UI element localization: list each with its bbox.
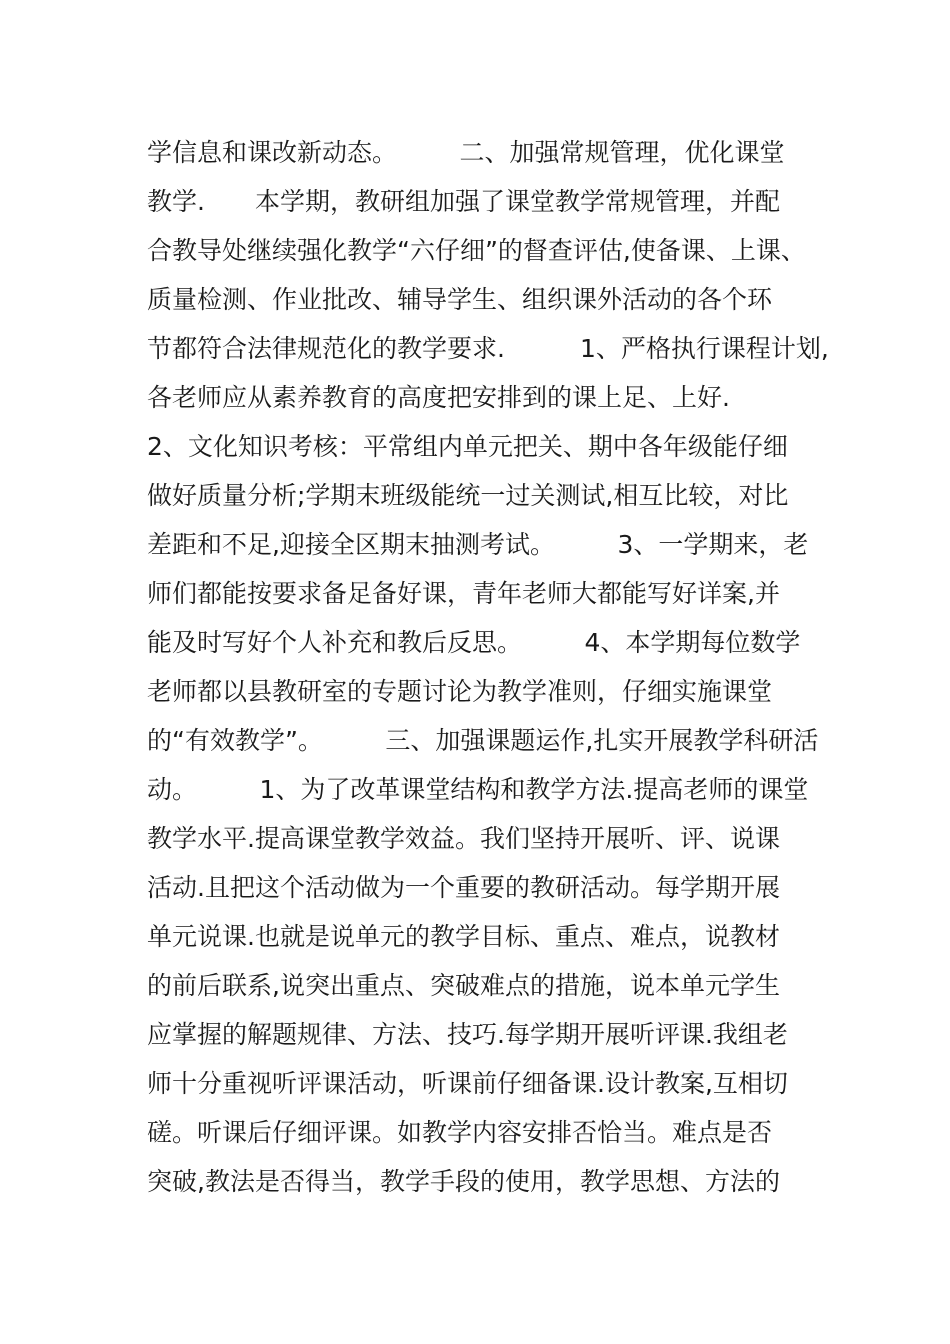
text-line: 动。 1、为了改革课堂结构和教学方法.提高老师的课堂 (147, 775, 809, 804)
text-line: 节都符合法律规范化的教学要求. 1、严格执行课程计划, (147, 334, 829, 363)
body-text (147, 128, 829, 1206)
text-line: 单元说课.也就是说单元的教学目标、重点、难点，说教材 (147, 922, 780, 951)
text-line: 教学. 本学期，教研组加强了课堂教学常规管理，并配 (147, 187, 780, 216)
text-line: 师十分重视听评课活动，听课前仔细备课.设计教案,互相切 (147, 1069, 788, 1098)
text-line: 学信息和课改新动态。 二、加强常规管理，优化课堂 (147, 138, 785, 167)
text-line: 活动.且把这个活动做为一个重要的教研活动。每学期开展 (147, 873, 780, 902)
text-line: 教学水平.提高课堂教学效益。我们坚持开展听、评、说课 (147, 824, 780, 853)
text-line: 能及时写好个人补充和教后反思。 4、本学期每位数学 (147, 628, 801, 657)
text-line: 各老师应从素养教育的高度把安排到的课上足、上好. (147, 383, 730, 412)
text-line: 的前后联系,说突出重点、突破难点的措施，说本单元学生 (147, 971, 780, 1000)
text-line: 质量检测、作业批改、辅导学生、组织课外活动的各个环 (147, 285, 773, 314)
text-line: 的“有效教学”。 三、加强课题运作,扎实开展教学科研活 (147, 726, 819, 755)
text-line: 2、文化知识考核：平常组内单元把关、期中各年级能仔细 (147, 432, 788, 461)
text-line: 突破,教法是否得当，教学手段的使用，教学思想、方法的 (147, 1167, 780, 1196)
text-line: 师们都能按要求备足备好课，青年老师大都能写好详案,并 (147, 579, 780, 608)
text-line: 磋。听课后仔细评课。如教学内容安排否恰当。难点是否 (147, 1118, 773, 1147)
text-line: 应掌握的解题规律、方法、技巧.每学期开展听评课.我组老 (147, 1020, 788, 1049)
text-line: 做好质量分析;学期末班级能统一过关测试,相互比较，对比 (147, 481, 789, 510)
text-line: 老师都以县教研室的专题讨论为教学准则，仔细实施课堂 (147, 677, 773, 706)
text-line: 差距和不足,迎接全区期末抽测考试。 3、一学期来，老 (147, 530, 809, 559)
text-line: 合教导处继续强化教学“六仔细”的督查评估,使备课、上课、 (147, 236, 806, 265)
